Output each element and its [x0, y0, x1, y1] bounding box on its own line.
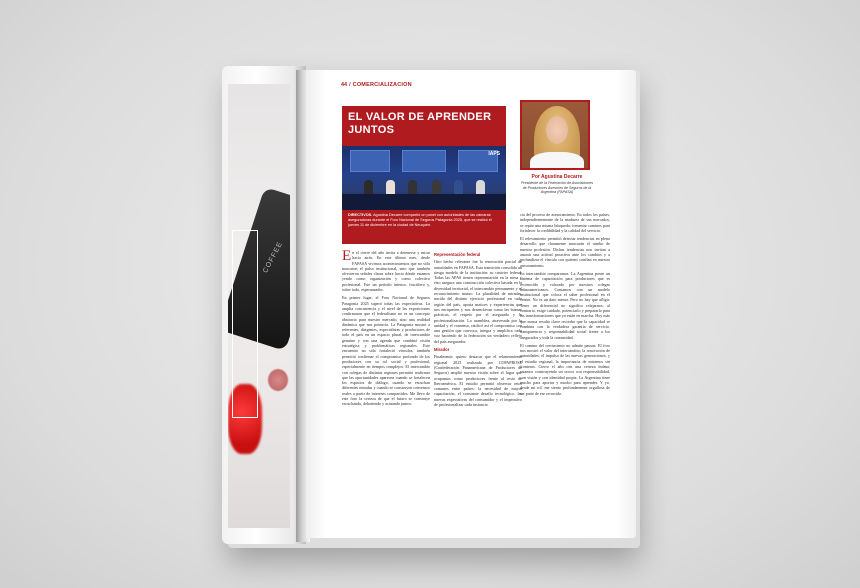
left-page	[222, 66, 306, 544]
drop-cap: E	[342, 248, 352, 264]
white-frame-decoration	[232, 230, 258, 418]
photo-caption	[342, 210, 506, 244]
section-title: COMERCIALIZACION	[352, 82, 412, 88]
article-title-line1: EL VALOR DE APRENDER	[348, 111, 492, 123]
article-column-1	[342, 250, 430, 510]
device-label: COFFEE	[262, 240, 285, 275]
paragraph: El relevamiento permitió detectar tendencias en pleno desarrollo que claramente marcarán el rumbo de nuestra profesión. Dichas tendencias nos invitan a asumir una actitud proactiva ante los cambios y a profundizar el vínculo con quienes confían en nuestro asesoramiento.	[520, 236, 610, 268]
paragraph: En el cierre del año invita a detenerse y mirar hacia atrás. En este último mes, desde FAPASA vivimos acontecimientos que no sólo marcaron el pulso institucional, sino que también ofrecieron señales claras sobre hacia dónde estamos yendo como organización y como colectivo profesional. Fue un período intenso, fructífero y, sobre todo, esperanzador.	[342, 248, 430, 293]
article-column-3	[520, 212, 610, 512]
article-column-2	[434, 250, 522, 510]
paragraph: Otro hecho relevante fue la renovación parcial de autoridades en FAPASA. Esta transición consolida un riesgo modelo de la institución: su carácter federal. Todas las APAS tienen representación en la mesa y esto asegura una construcción colectiva basada en la diversidad territorial, el intercambio permanente y el reconocimiento mutuo. La pluralidad de miradas, nacida del distinto ejercicio profesional en cada región del país, aporta matices y experiencias que nos enriquecen y nos desenclavan como las buenas prácticas, el respeto por el asegurado y la profesionalización. Lo asamblea, atravesada por la unidad y el consenso, ratificó así el compromiso con una gestión que convoca, integra y amplifica cada voz haciendo de la federación un verdadero reflejo del país asegurador.	[434, 259, 522, 344]
paragraph: En intercambio comparamos. La Argentina posee un sistema de capacitación para productores que es reconocido y valorado por nuestros colegas latinoamericanos. Contamos con un modelo institucional que coloca el saber profesional en el centro. No es un dato menor. Pero no hay que afligir. Tener un diferencial no significa relajarnos; al contrario, exige cuidado, potenciarlo y prepararlo para las transformaciones que ya están en marcha. Hoy más que nunca resulta clave recordar que la capacidad se combina con la verdadera garantía de servicio, transparencia y responsabilidad social frente a los asegurados y toda la comunidad.	[520, 270, 610, 340]
event-brand: IAPS	[488, 151, 500, 157]
header-separator: /	[349, 82, 351, 88]
subheading: Representación federal	[434, 252, 481, 257]
pink-object-image	[268, 369, 288, 391]
paragraph: En primer lugar, el Foro Nacional de Seguros Patagonia 2025 superó todas las expectativas. La amplia concurrencia y el nivel de las exposiciones confirmaron que el federalismo no es un concepto abstracto para nuestro mercado, sino una realidad dinámica que nos potencia. La Patagonia mostró a referentes, dirigentes, especialistas y productores de todo el país en un espacio plural, de intercambio genuino y con una agenda que combinó visión estratégica y problemáticas regionales. Este encuentro no sólo fortaleció vínculos, también permitió confirmar el compromiso profundo de los productores con su rol social y profesional, especialmente en tiempos complejos. El intercambio con colegas de distintas regiones permitió reafirmar que las oportunidades aparecen cuando se fortalecen los espacios de diálogo, cuando se escuchan diferentes miradas y cuando se construyen consensos reales a partir de intereses compartidos. Me llevo de este foro la certeza de que el futuro se construye escuchando, debatiendo y actuando juntos.	[342, 295, 430, 407]
author-role: Presidente de la Federación de Asociaciones de Productores Asesores de Seguros de la Argentina (FAPASA)	[521, 181, 593, 195]
event-photo	[342, 146, 506, 210]
paragraph: El camino del crecimiento no admite pausas. El foro nos mostró el valor del intercambio; la renovación de autoridades, el impulso de las nuevas generaciones; y el estudio regional, la importancia de mirarnos sin fronteras. Cierro el año con una certeza íntima: estamos construyendo un sector con responsabilidad, con visión y con identidad propia. La Argentina tiene mucho para aportar y mucho para aprender. Y yo, desde mi rol, me siento profundamente orgullosa de ser parte de ese recorrido.	[520, 342, 610, 396]
author-portrait	[520, 100, 590, 170]
article-title-box	[342, 106, 506, 146]
caption-text: Agustina Decarre compartió un panel con autoridades de las cámaras aseguradoras durante el Foro Nacional de Seguros Patagonia 2025, que se realizó el jueves 11 de diciembre en la ciudad de Neuquén.	[348, 213, 492, 227]
stage-screen-left	[350, 150, 390, 172]
portrait-face	[546, 116, 568, 144]
author-byline	[520, 174, 594, 195]
stage-floor	[342, 194, 506, 210]
left-page-photo	[228, 84, 290, 528]
subheading: Mirador	[434, 347, 450, 353]
paragraph: Finalmente, quiero destacar que el relanzamiento regional 2025 realizado por COPAPROSE (Confederación Panamericana de Productores de Seguros) amplió nuestra visión sobre el lugar que ocupamos como productores frente al resto de Iberoamérica. El estudio permitió observar retos comunes entre países: la necesidad de mayor capacitación, el constante desafío tecnológico, las nuevas expectativas del consumidor y el imperativo de profesionalizar cada instancia	[434, 354, 522, 408]
portrait-shirt	[530, 152, 584, 170]
stage-screen-center	[402, 150, 446, 172]
paragraph: cia del proceso de asesoramiento. En todos los países, independientemente de la madurez de sus mercados, se repite una misma búsqueda: fomentar caminos para fortalecer la credibilidad y la calidad del servicio.	[520, 212, 610, 233]
article-title-line2: JUNTOS	[348, 124, 395, 136]
page-header	[341, 82, 412, 88]
page-number: 44	[341, 82, 348, 88]
author-name: Por Agustina Decarre	[531, 174, 583, 180]
caption-lead: DIRECTIVOS.	[348, 213, 373, 217]
right-page	[306, 70, 636, 538]
